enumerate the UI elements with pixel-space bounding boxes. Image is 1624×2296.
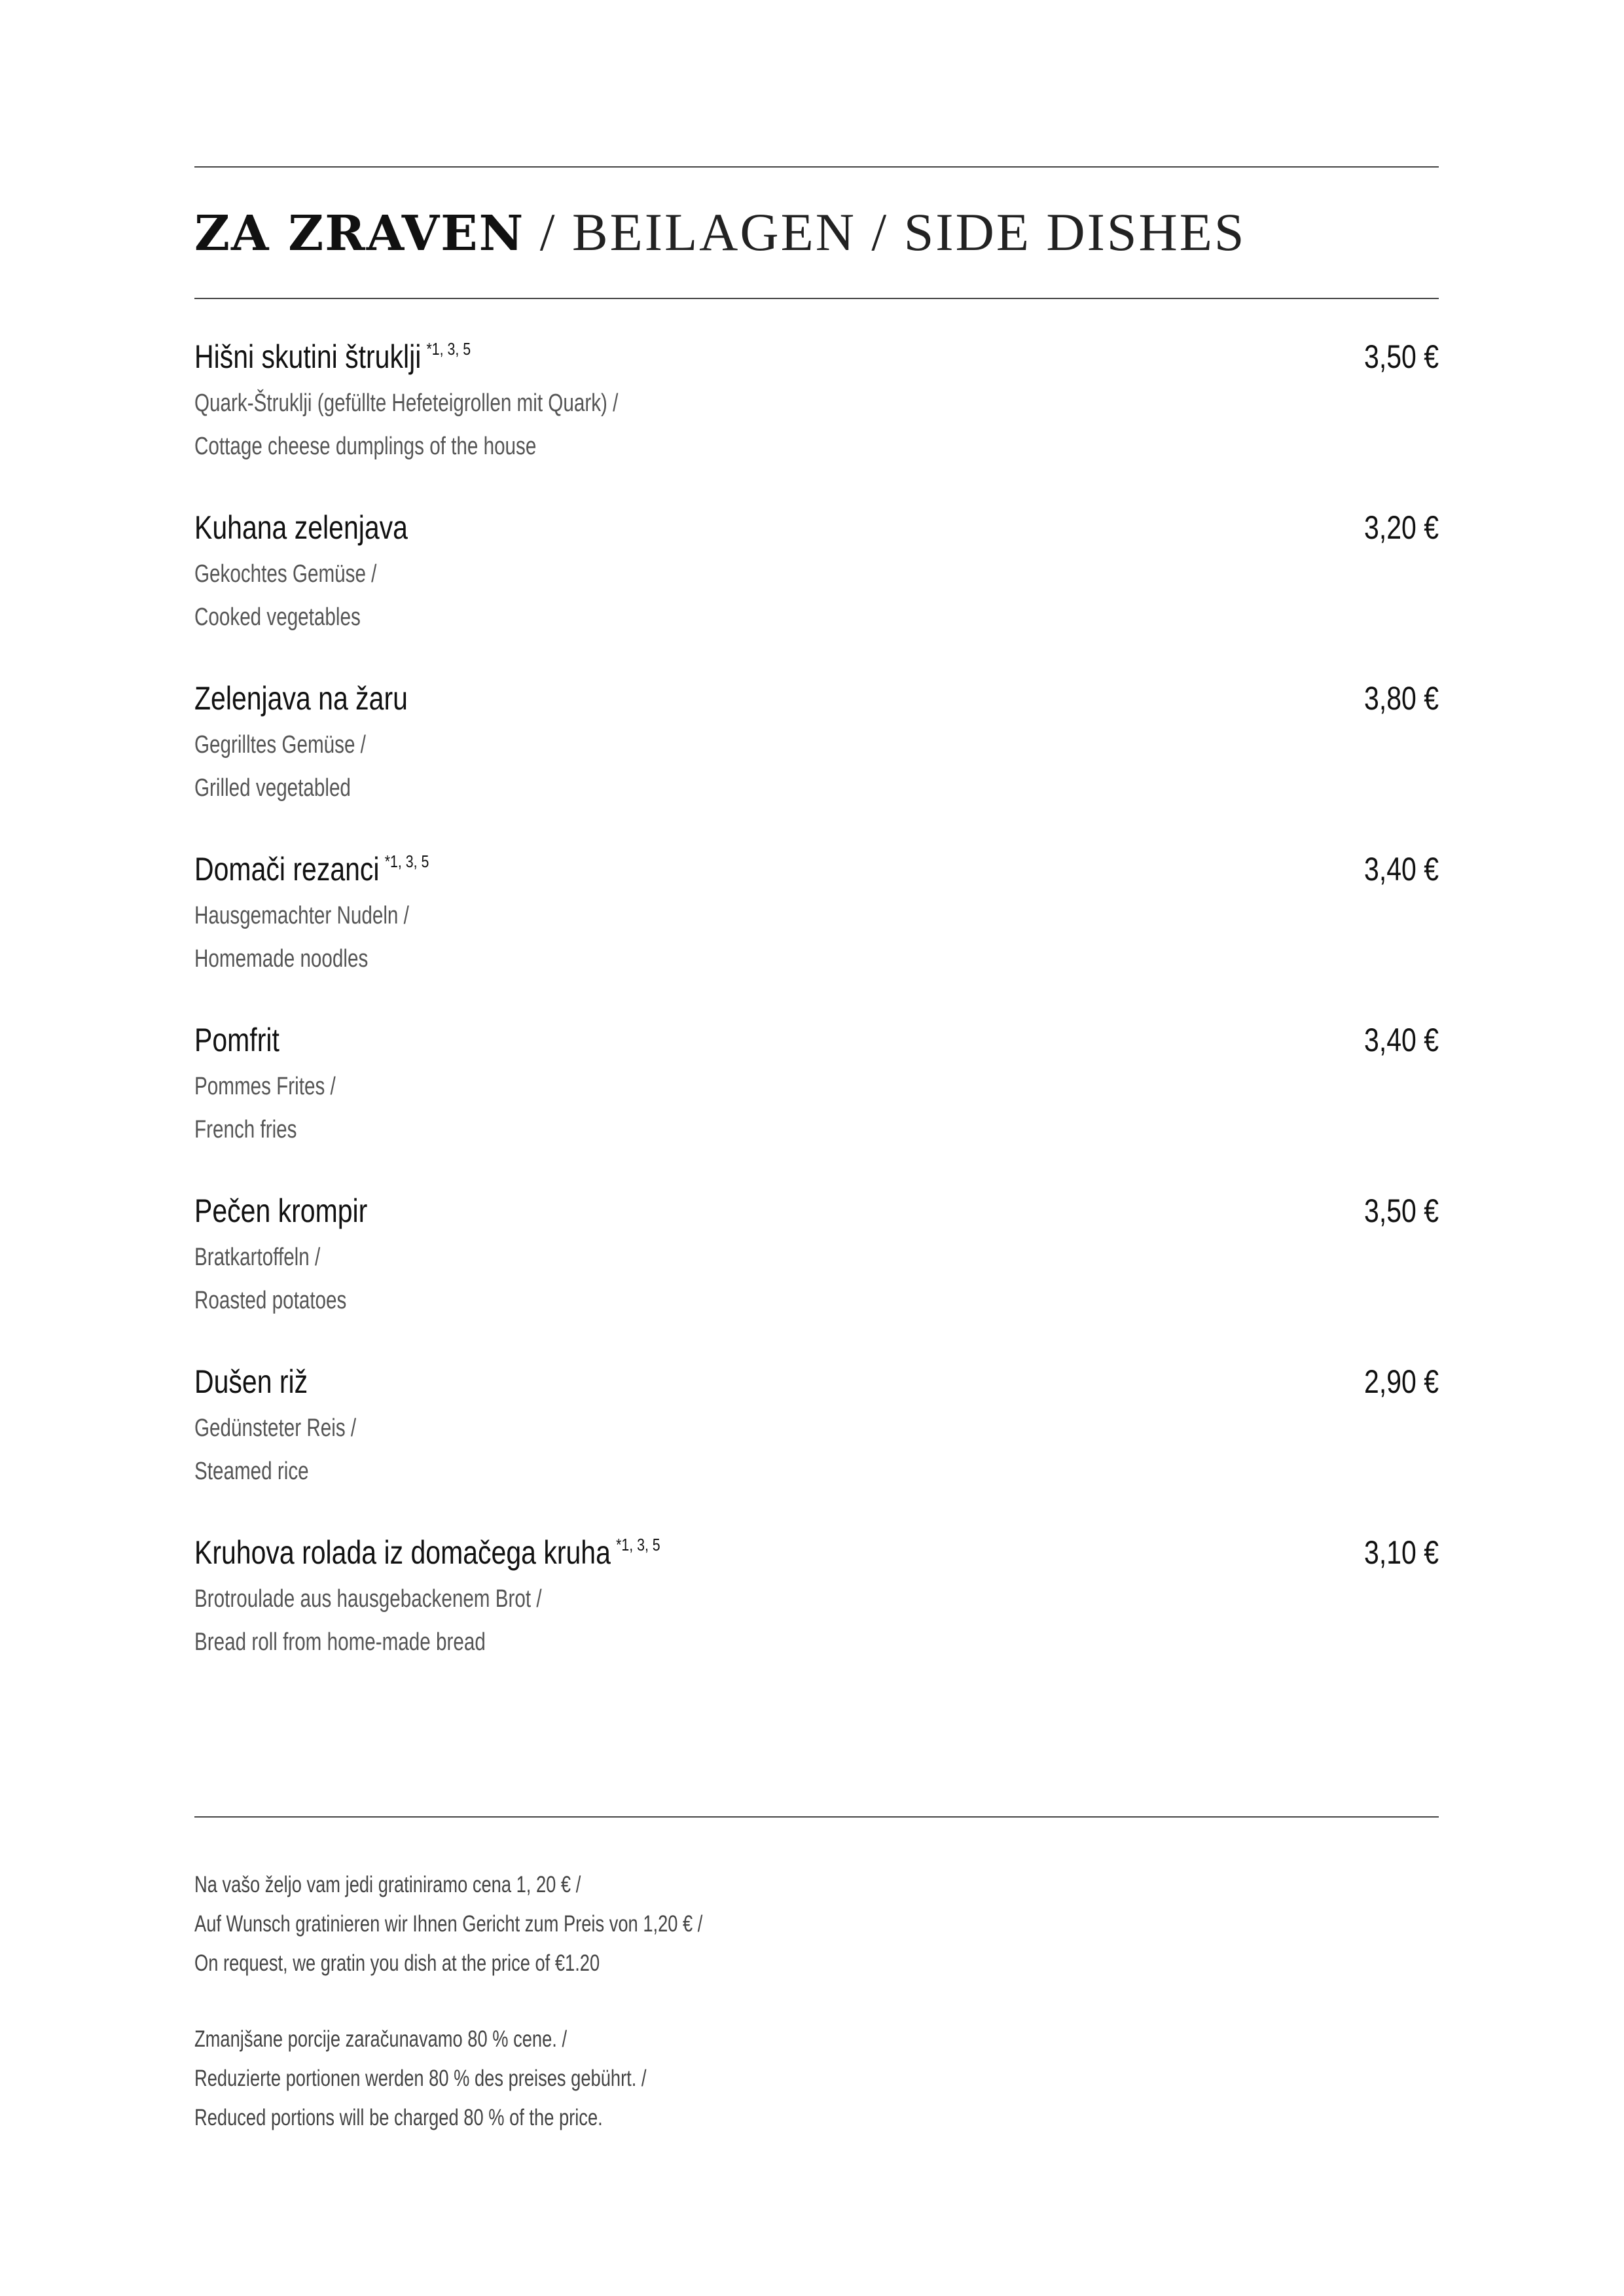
portion-note-german: Reduzierte portionen werden 80 % des preises gebührt. / — [194, 2066, 647, 2091]
menu-item — [194, 672, 1439, 843]
item-price: 3,20 € — [1364, 509, 1439, 546]
item-price: 3,40 € — [1364, 1022, 1439, 1058]
allergen-codes: *1, 3, 5 — [616, 1535, 660, 1554]
menu-item — [194, 1526, 1439, 1697]
item-description-german: Bratkartoffeln / — [194, 1244, 321, 1271]
item-price: 3,50 € — [1364, 1193, 1439, 1229]
item-name: Domači rezanci $^{*1, 3, 5}$ — [194, 851, 429, 888]
item-price: 3,10 € — [1364, 1534, 1439, 1571]
section-title-slovenian: ZA ZRAVEN — [194, 206, 525, 262]
item-name: Kuhana zelenjava — [194, 509, 408, 546]
note-spacer — [194, 1983, 1439, 2020]
menu-item — [194, 1185, 1439, 1355]
item-description-german: Quark-Štruklji (gefüllte Hefeteigrollen mit Quark) / — [194, 389, 619, 417]
portion-note-english: Reduced portions will be charged 80 % of the price. — [194, 2105, 603, 2130]
menu-item — [194, 501, 1439, 672]
item-name: Hišni skutini štruklji $^{*1, 3, 5}$ — [194, 338, 471, 375]
menu-item — [194, 843, 1439, 1014]
item-name: Dušen riž — [194, 1363, 308, 1400]
item-price: 3,80 € — [1364, 680, 1439, 717]
item-description-german: Gegrilltes Gemüse / — [194, 731, 366, 759]
item-name: Pečen krompir — [194, 1193, 368, 1229]
section-heading — [194, 200, 1246, 266]
item-description-german: Gekochtes Gemüse / — [194, 560, 377, 588]
item-name: Kruhova rolada iz domačega kruha $^{*1, 3, 5}$ — [194, 1534, 660, 1571]
menu-item — [194, 1355, 1439, 1526]
menu-item — [194, 331, 1439, 501]
item-price: 3,40 € — [1364, 851, 1439, 888]
item-description-english: Grilled vegetabled — [194, 774, 351, 802]
gratin-note-slovenian: Na vašo željo vam jedi gratiniramo cena 1, 20 € / — [194, 1872, 581, 1897]
item-description-german: Gedünsteter Reis / — [194, 1414, 357, 1442]
footnotes — [194, 1865, 1439, 2138]
item-description-english: Cooked vegetables — [194, 603, 361, 631]
section-title-translations: / BEILAGEN / SIDE DISHES — [524, 202, 1246, 262]
item-description-english: Cottage cheese dumplings of the house — [194, 433, 537, 460]
item-description-german: Brotroulade aus hausgebackenem Brot / — [194, 1585, 542, 1613]
item-description-english: Homemade noodles — [194, 945, 369, 973]
item-description-english: Roasted potatoes — [194, 1287, 347, 1314]
portion-note-slovenian: Zmanjšane porcije zaračunavamo 80 % cene. / — [194, 2026, 568, 2052]
item-price: 3,50 € — [1364, 338, 1439, 375]
allergen-codes: *1, 3, 5 — [384, 852, 429, 871]
gratin-note-english: On request, we gratin you dish at the price of €1.20 — [194, 1950, 600, 1976]
item-description-german: Hausgemachter Nudeln / — [194, 902, 409, 929]
item-price: 2,90 € — [1364, 1363, 1439, 1400]
item-description-english: Bread roll from home-made bread — [194, 1628, 486, 1656]
item-description-german: Pommes Frites / — [194, 1073, 336, 1100]
item-description-english: French fries — [194, 1116, 297, 1143]
item-name: Zelenjava na žaru — [194, 680, 408, 717]
heading-divider — [194, 298, 1439, 299]
item-description-english: Steamed rice — [194, 1458, 309, 1485]
top-divider — [194, 166, 1439, 168]
menu-item — [194, 1014, 1439, 1185]
item-name: Pomfrit — [194, 1022, 280, 1058]
footer-divider — [194, 1816, 1439, 1818]
allergen-codes: *1, 3, 5 — [426, 339, 471, 359]
gratin-note-german: Auf Wunsch gratinieren wir Ihnen Gericht zum Preis von 1,20 € / — [194, 1911, 703, 1937]
menu-list — [194, 331, 1439, 1697]
